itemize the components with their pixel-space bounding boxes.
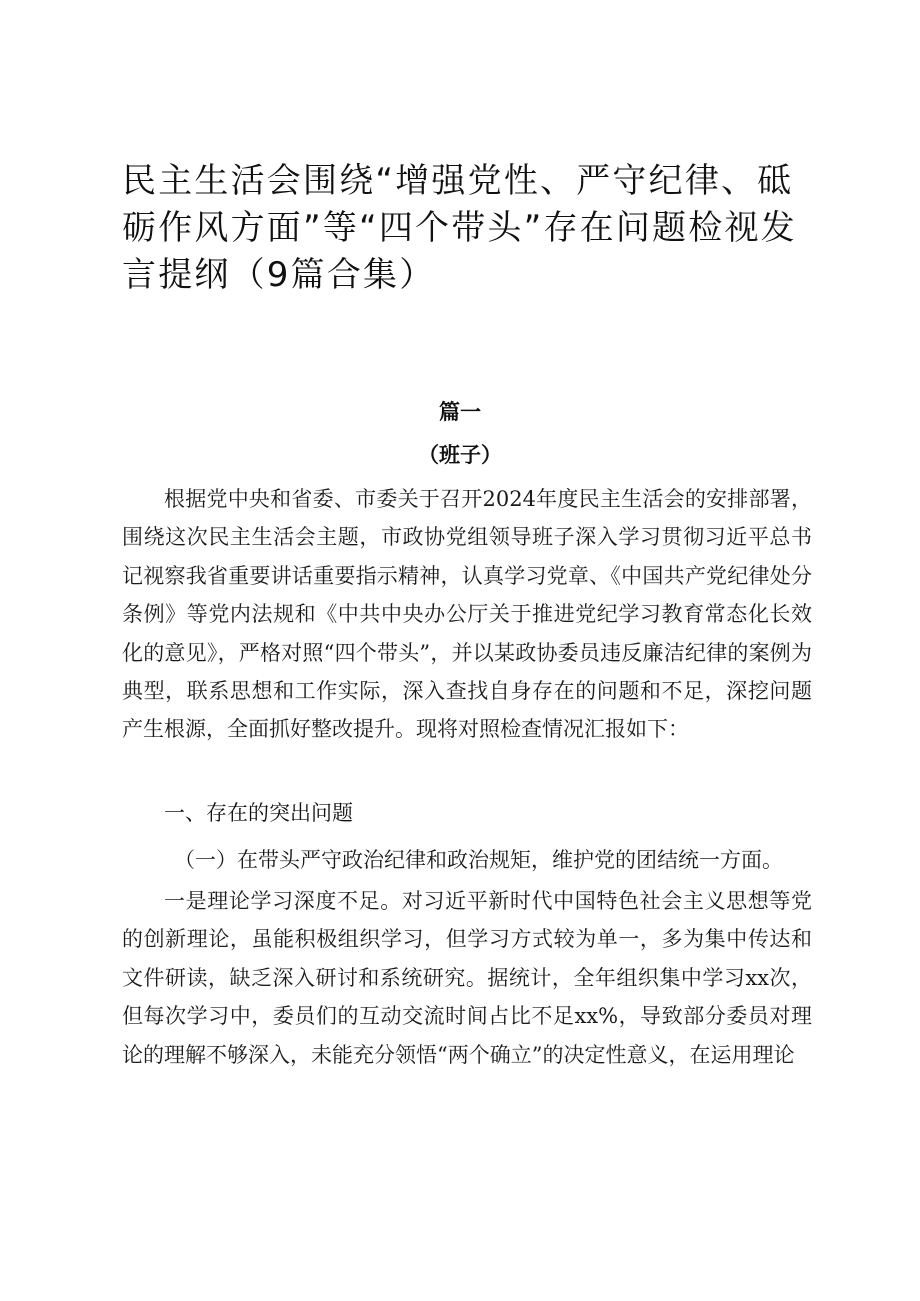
section-sublabel: （班子） (418, 443, 502, 467)
point-paragraph: 一是理论学习深度不足。对习近平新时代中国特色社会主义思想等党的创新理论，虽能积极组织学习，但学习方式较为单一，多为集中传达和文件研读，缺乏深入研讨和系统研究。据统计，全年组织集中学习xx次，但每次学习中，委员们的互动交流时间占比不足xx%，导致部分委员对理论的理解不够深入，未能充分领悟“两个确立”的决定性意义，在运用理论 (122, 889, 812, 1067)
heading-existing-problems: 一、存在的突出问题 (164, 801, 353, 825)
document-title: 民主生活会围绕“增强党性、严守纪律、砥砺作风方面”等“四个带头”存在问题检视发言提纲（9篇合集） (122, 161, 797, 295)
section-label: 篇一 (439, 400, 481, 424)
intro-block (122, 480, 812, 749)
intro-paragraph: 根据党中央和省委、市委关于召开2024年度民主生活会的安排部署，围绕这次民主生活会主题，市政协党组领导班子深入学习贯彻习近平总书记视察我省重要讲话重要指示精神，认真学习党章、《中国共产党纪律处分条例》等党内法规和《中共中央办公厅关于推进党纪学习教育常态化长效化的意见》，严格对照“四个带头”，并以某政协委员违反廉洁纪律的案例为典型，联系思想和工作实际，深入查找自身存在的问题和不足，深挖问题产生根源，全面抓好整改提升。现将对照检查情况汇报如下： (122, 487, 812, 742)
sub-heading-political-discipline: （一）在带头严守政治纪律和政治规矩，维护党的团结统一方面。 (174, 848, 783, 872)
point-block (122, 882, 812, 1074)
